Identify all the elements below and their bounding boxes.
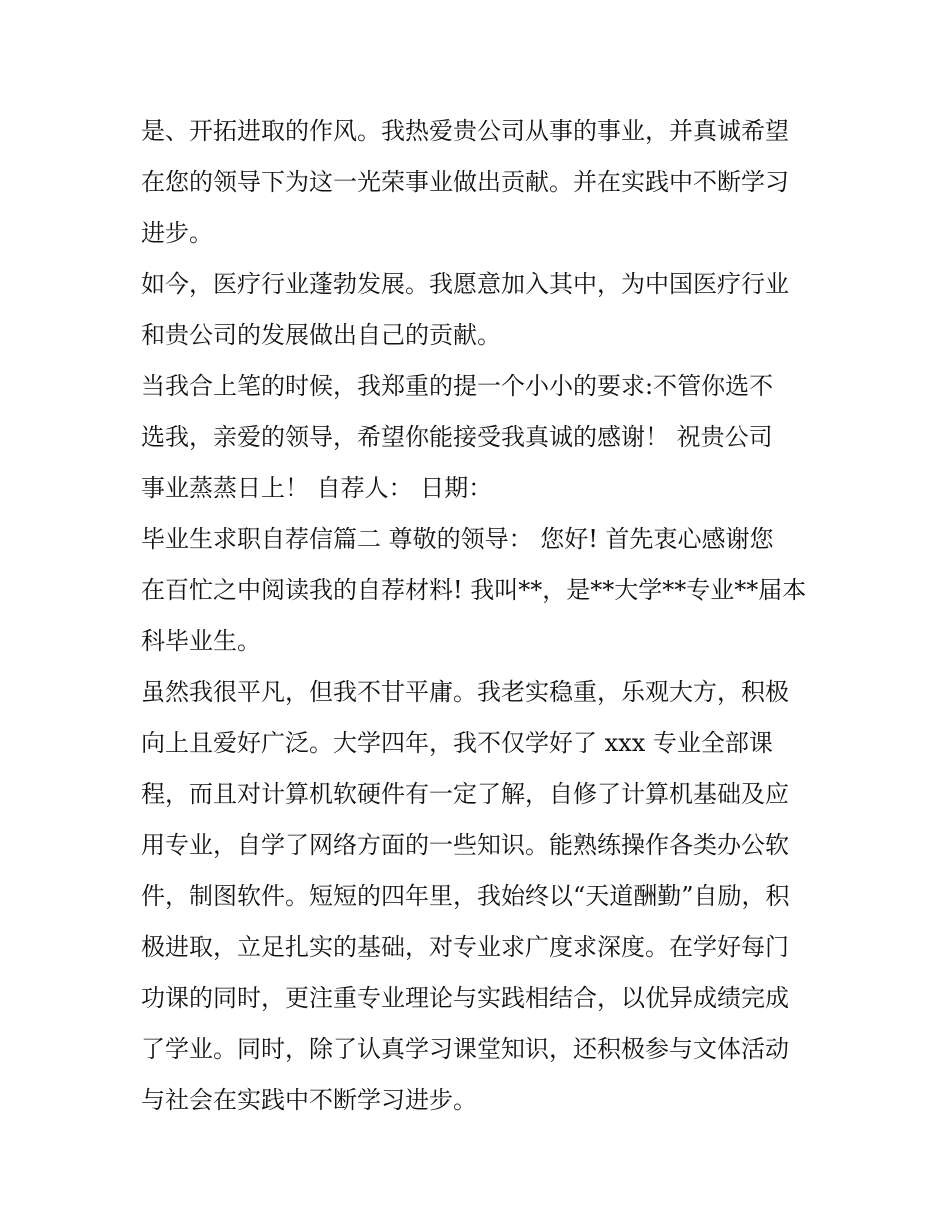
text-line: 极进取，立足扎实的基础，对专业求广度求深度。在学好每门 [141, 933, 789, 961]
text-line: 选我，亲爱的领导，希望你能接受我真诚的感谢！ 祝贵公司 [141, 423, 773, 451]
text-line: 和贵公司的发展做出自己的贡献。 [141, 321, 501, 349]
text-line: 进步。 [141, 219, 213, 247]
text-line: 与社会在实践中不断学习进步。 [141, 1086, 477, 1114]
text-line: 在您的领导下为这一光荣事业做出贡献。并在实践中不断学习 [141, 168, 789, 196]
text-line: 虽然我很平凡，但我不甘平庸。我老实稳重，乐观大方，积极 [141, 678, 789, 706]
text-line: 功课的同时，更注重专业理论与实践相结合，以优异成绩完成 [141, 984, 789, 1012]
body-text [141, 106, 821, 1126]
text-line: 是、开拓进取的作风。我热爱贵公司从事的事业，并真诚希望 [141, 117, 789, 145]
text-line: 当我合上笔的时候，我郑重的提一个小小的要求:不管你选不 [141, 372, 774, 400]
text-line: 程，而且对计算机软硬件有一定了解，自修了计算机基础及应 [141, 780, 789, 808]
text-line: 了学业。同时，除了认真学习课堂知识，还积极参与文体活动 [141, 1035, 789, 1063]
text-line: 科毕业生。 [141, 627, 261, 655]
text-line: 向上且爱好广泛。大学四年，我不仅学好了 xxx 专业全部课 [141, 729, 773, 757]
text-line: 在百忙之中阅读我的自荐材料! 我叫**，是**大学**专业**届本 [141, 576, 807, 604]
text-line: 如今，医疗行业蓬勃发展。我愿意加入其中，为中国医疗行业 [141, 270, 789, 298]
text-line: 用专业，自学了网络方面的一些知识。能熟练操作各类办公软 [141, 831, 789, 859]
text-line: 件，制图软件。短短的四年里，我始终以“天道酬勤”自励，积 [141, 882, 790, 910]
text-line: 毕业生求职自荐信篇二 尊敬的领导： 您好! 首先衷心感谢您 [141, 525, 774, 553]
text-line: 事业蒸蒸日上！ 自荐人： 日期： [141, 474, 493, 502]
